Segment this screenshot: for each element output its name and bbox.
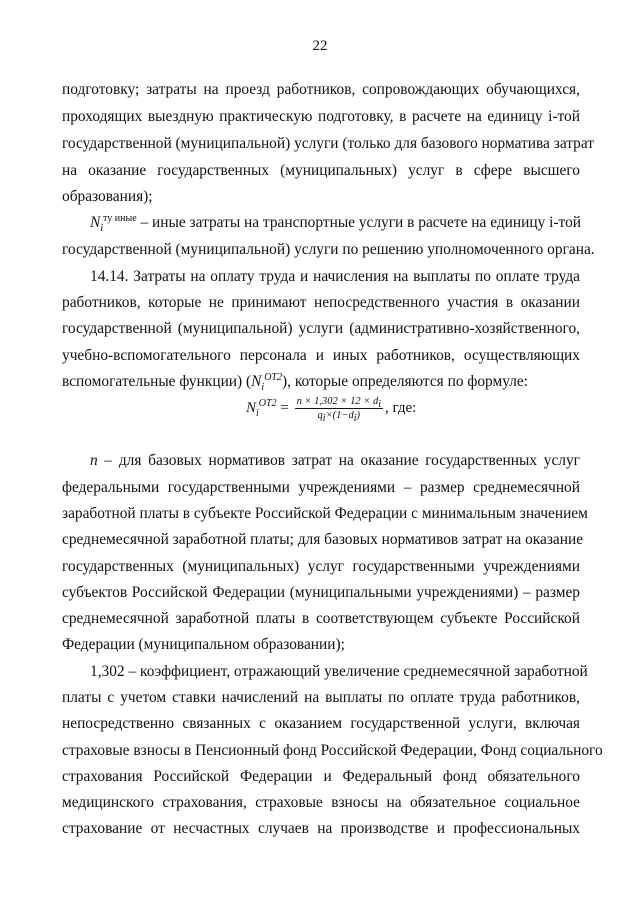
numerator-text: n × 1,302 × 12 × d [296,396,379,407]
definition-1302: 1,302 – коэффициент, отражающий увеличение среднемесячной заработной [90,663,588,680]
text-line: медицинского страхования, страховые взносы на обязательное социальное [62,794,580,811]
section-14-14-line: 14.14. Затраты на оплату труда и начисления на выплаты по оплате труда [90,268,580,285]
text-line: государственных (муниципальных) услуг государственными учреждениями [62,558,580,575]
symbol-sup-OT2: OT2 [264,371,282,383]
formula-lhs-sup: OT2 [258,397,277,409]
symbol-sup-ty-other: ту иные [103,212,137,224]
denominator-q: q [317,410,323,421]
text-line: учебно-вспомогательного персонала и иных работников, осуществляющих [62,347,580,364]
text-line: федеральными государственными учреждениями – размер среднемесячной [62,479,580,496]
symbol-sub-i: i [261,382,265,394]
formula-lhs-sub: i [256,407,259,419]
text-line: среднемесячной заработной платы; для базовых нормативов затрат на оказание [62,531,584,548]
text-line: платы с учетом ставки начислений на выплаты по оплате труда работников, [62,689,580,706]
text-fragment: ), которые определяются по формуле: [282,373,529,390]
formula-denominator [295,409,383,425]
text-line: проходящих выездную практическую подготовку, в расчете на единицу i-той [62,108,580,125]
denominator-tail: ×(1−d [325,410,354,421]
text-line: заработной платы в субъекте Российской Федерации с минимальным значением [62,505,588,522]
text-line: среднемесячной заработной платы в соответствующем субъекте Российской [62,610,580,627]
text-line: подготовку; затраты на проезд работников, сопровождающих обучающихся, [62,81,580,98]
formula-equals: = [276,399,293,416]
definition-n [90,451,580,471]
symbol-N: N [90,214,101,231]
symbol-N: N [251,373,262,390]
text-line-with-symbol [62,372,580,392]
text-line: государственной (муниципальной) услуги (только для базового норматива затрат [62,135,595,152]
definition-text: – для базовых нормативов затрат на оказание государственных услуг [104,452,580,469]
formula-suffix: , где: [384,399,417,416]
denominator-tail-sub: i [353,413,357,425]
text-line: государственной (муниципальной) услуги (административно-хозяйственного, [62,320,580,337]
text-line: непосредственно связанных с оказанием государственной услуги, включая [62,715,580,732]
text-line: страхование от несчастных случаев на производстве и профессиональных [62,820,580,837]
denominator-q-sub: i [322,413,326,425]
text-line: образования); [62,188,153,205]
text-line: страхования Российской Федерации и Федеральный фонд обязательного [62,768,580,785]
formula-lhs: N [246,399,257,416]
symbol-sub-i: i [100,223,104,235]
definition-other-transport [90,213,580,233]
text-line: на оказание государственных (муниципальных) услуг в сфере высшего [62,162,580,179]
text-line: работников, которые не принимают непосредственного участия в оказании [62,294,580,311]
page-number: 22 [312,38,328,54]
text-line: страховые взносы в Пенсионный фонд Российской Федерации, Фонд социального [62,742,603,759]
denominator-close: ) [356,410,361,421]
numerator-sub: i [378,399,381,411]
formula-OT2 [246,396,417,425]
symbol-n: n [90,452,98,469]
text-line: Федерации (муниципальном образовании); [62,636,345,653]
text-line: государственной (муниципальной) услуги по решению уполномоченного органа. [62,241,595,258]
formula-fraction [295,396,383,425]
text-line: субъектов Российской Федерации (муниципальными учреждениями) – размер [62,584,580,601]
formula-numerator [295,396,383,409]
text-fragment: вспомогательные функции) ( [62,373,252,390]
definition-text: – иные затраты на транспортные услуги в расчете на единицу i-той [140,214,582,231]
